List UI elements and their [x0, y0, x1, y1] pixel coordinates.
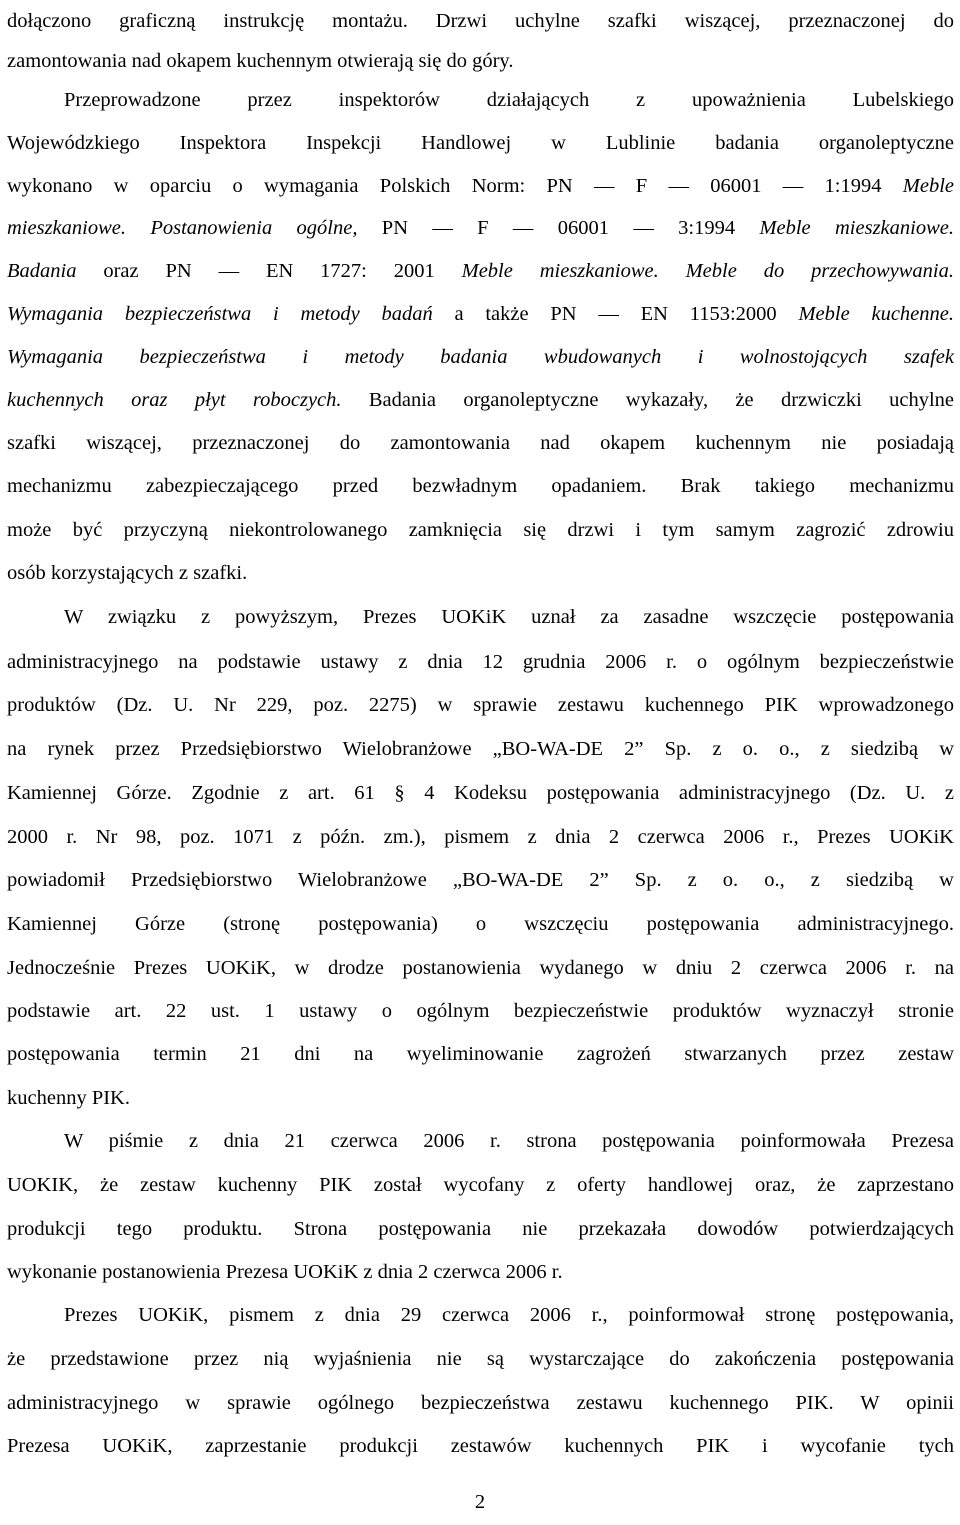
- text-line: zamontowania nad okapem kuchennym otwierają się do góry.: [7, 50, 514, 72]
- italic-text: Meble kuchenne.: [798, 303, 954, 325]
- text-line: produkcji tego produktu. Strona postępowania nie przekazała dowodów potwierdzających: [7, 1218, 954, 1240]
- text-line: kuchenny PIK.: [7, 1087, 130, 1109]
- text-line: Jednocześnie Prezes UOKiK, w drodze postanowienia wydanego w dniu 2 czerwca 2006 r. na: [7, 957, 954, 979]
- text-line: UOKIK, że zestaw kuchenny PIK został wycofany z oferty handlowej oraz, że zaprzestano: [7, 1174, 954, 1196]
- page-number: 2: [474, 1491, 486, 1513]
- text-line: Prezesa UOKiK, zaprzestanie produkcji zestawów kuchennych PIK i wycofanie tych: [7, 1435, 954, 1457]
- text-line: wykonanie postanowienia Prezesa UOKiK z dnia 2 czerwca 2006 r.: [7, 1261, 563, 1283]
- text-line: [7, 343, 954, 371]
- text-line: W związku z powyższym, Prezes UOKiK uznał za zasadne wszczęcie postępowania: [64, 606, 954, 628]
- text-line: W piśmie z dnia 21 czerwca 2006 r. strona postępowania poinformowała Prezesa: [64, 1130, 954, 1152]
- text-line: na rynek przez Przedsiębiorstwo Wielobranżowe „BO-WA-DE 2” Sp. z o. o., z siedzibą w: [7, 738, 954, 760]
- text-line: mechanizmu zabezpieczającego przed bezwładnym opadaniem. Brak takiego mechanizmu: [7, 475, 954, 497]
- text-line: kuchennych oraz płyt roboczych. Badania organoleptyczne wykazały, że drzwiczki uchylne: [7, 389, 954, 411]
- text-line: 2000 r. Nr 98, poz. 1071 z późn. zm.), pismem z dnia 2 czerwca 2006 r., Prezes UOKiK: [7, 826, 954, 848]
- text-line: mieszkaniowe. Postanowienia ogólne, PN — F — 06001 — 3:1994 Meble mieszkaniowe.: [7, 217, 954, 239]
- text-line: szafki wiszącej, przeznaczonej do zamontowania nad okapem kuchennym nie posiadają: [7, 432, 954, 454]
- italic-text: Meble mieszkaniowe.: [759, 217, 954, 239]
- text-line: administracyjnego na podstawie ustawy z dnia 12 grudnia 2006 r. o ogólnym bezpieczeństwie: [7, 651, 954, 673]
- text-line: że przedstawione przez nią wyjaśnienia nie są wystarczające do zakończenia postępowania: [7, 1348, 954, 1370]
- text-line: wykonano w oparciu o wymagania Polskich Norm: PN — F — 06001 — 1:1994 Meble: [7, 175, 954, 197]
- text-line: produktów (Dz. U. Nr 229, poz. 2275) w sprawie zestawu kuchennego PIK wprowadzonego: [7, 694, 954, 716]
- text-line: administracyjnego w sprawie ogólnego bezpieczeństwa zestawu kuchennego PIK. W opinii: [7, 1392, 954, 1414]
- italic-text: mieszkaniowe. Postanowienia ogólne,: [7, 217, 358, 239]
- italic-text: kuchennych oraz płyt roboczych.: [7, 389, 342, 411]
- italic-text: Badania: [7, 260, 77, 282]
- italic-text: Wymagania bezpieczeństwa i metody badania wbudowanych i wolnostojących szafek: [7, 346, 954, 368]
- text-line: postępowania termin 21 dni na wyeliminowanie zagrożeń stwarzanych przez zestaw: [7, 1043, 954, 1065]
- text-line: Kamiennej Górze (stronę postępowania) o wszczęciu postępowania administracyjnego.: [7, 913, 954, 935]
- text-line: osób korzystających z szafki.: [7, 562, 248, 584]
- text-line: może być przyczyną niekontrolowanego zamknięcia się drzwi i tym samym zagrozić zdrowiu: [7, 519, 954, 541]
- text-line: Prezes UOKiK, pismem z dnia 29 czerwca 2006 r., poinformował stronę postępowania,: [64, 1304, 954, 1326]
- text-line: Wymagania bezpieczeństwa i metody badań a także PN — EN 1153:2000 Meble kuchenne.: [7, 303, 954, 325]
- italic-text: Meble mieszkaniowe. Meble do przechowywania.: [461, 260, 954, 282]
- text-line: Wojewódzkiego Inspektora Inspekcji Handlowej w Lublinie badania organoleptyczne: [7, 132, 954, 154]
- text-line: Kamiennej Górze. Zgodnie z art. 61 § 4 Kodeksu postępowania administracyjnego (Dz. U. z: [7, 782, 954, 804]
- text-line: podstawie art. 22 ust. 1 ustawy o ogólnym bezpieczeństwie produktów wyznaczył stronie: [7, 1000, 954, 1022]
- italic-text: Meble: [902, 175, 954, 197]
- text-line: Przeprowadzone przez inspektorów działających z upoważnienia Lubelskiego: [64, 89, 954, 111]
- text-line: Badania oraz PN — EN 1727: 2001 Meble mieszkaniowe. Meble do przechowywania.: [7, 260, 954, 282]
- italic-text: Wymagania bezpieczeństwa i metody badań: [7, 303, 433, 325]
- text-line: powiadomił Przedsiębiorstwo Wielobranżowe „BO-WA-DE 2” Sp. z o. o., z siedzibą w: [7, 869, 954, 891]
- text-line: dołączono graficzną instrukcję montażu. Drzwi uchylne szafki wiszącej, przeznaczonej do: [7, 10, 954, 32]
